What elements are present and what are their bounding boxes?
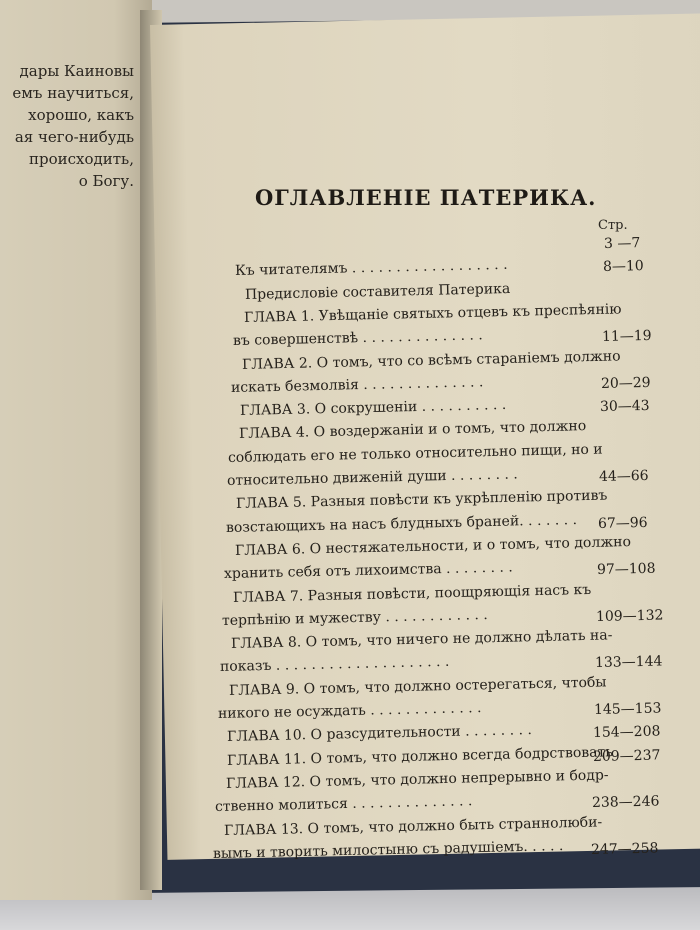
toc-page-number: 3 —7 bbox=[603, 235, 640, 252]
left-page-line: дары Каиновы bbox=[19, 62, 134, 80]
toc-page-number: 8—10 bbox=[602, 258, 644, 276]
toc-entry: относительно движеній души . . . . . . . . bbox=[227, 466, 519, 489]
toc-entry: ственно молиться . . . . . . . . . . . . . . bbox=[214, 793, 473, 816]
toc-entry: Предисловіе составителя Патерика bbox=[244, 280, 510, 303]
toc-entry: соблюдать его не только относительно пищи, но и bbox=[228, 441, 604, 466]
toc-entry: искать безмолвія . . . . . . . . . . . . . . bbox=[230, 374, 484, 396]
toc-page-number: 247—258 bbox=[590, 840, 659, 858]
toc-entry: ГЛАВА 4. О воздержаніи и о томъ, что должно bbox=[238, 418, 587, 443]
toc-entry: ГЛАВА 2. О томъ, что со всѣмъ стараніемъ должно bbox=[241, 347, 621, 373]
toc-page-number: 209—237 bbox=[592, 747, 661, 765]
toc-entry: Къ читателямъ . . . . . . . . . . . . . . . . . . bbox=[235, 257, 509, 280]
toc-entry: ГЛАВА 8. О томъ, что ничего не должно дѣлать на- bbox=[230, 627, 613, 653]
toc-entry: ГЛАВА 12. О томъ, что должно непрерывно и бодр- bbox=[225, 767, 609, 792]
toc-page-number: 11—19 bbox=[601, 328, 652, 346]
toc-page-number: 97—108 bbox=[596, 560, 656, 579]
toc-entry: въ совершенствѣ . . . . . . . . . . . . . . bbox=[232, 327, 483, 350]
toc-page-number: 109—132 bbox=[595, 607, 664, 625]
toc-entry: показъ . . . . . . . . . . . . . . . . . . . . bbox=[219, 654, 450, 676]
left-page-line: емъ научиться, bbox=[12, 84, 134, 102]
left-page-line: хорошо, какъ bbox=[28, 106, 134, 124]
toc-page-number: 133—144 bbox=[594, 653, 663, 672]
toc-page-number: 44—66 bbox=[598, 467, 649, 485]
toc-entry: ГЛАВА 6. О нестяжательности, и о томъ, что должно bbox=[234, 533, 631, 559]
toc-page-number: 67—96 bbox=[597, 514, 648, 532]
toc-entry: вымъ и творить милостыню съ радушіемъ. . . . . bbox=[212, 837, 564, 862]
toc-entry: ГЛАВА 1. Увѣщаніе святыхъ отцевъ къ преспѣянію bbox=[243, 301, 622, 326]
toc-entry: ГЛАВА 5. Разныя повѣсти къ укрѣпленію противъ bbox=[236, 487, 608, 513]
toc-entry: ГЛАВА 3. О сокрушеніи . . . . . . . . . . bbox=[239, 397, 507, 420]
page-column-header: Стр. bbox=[598, 218, 628, 233]
toc-entry: терпѣнію и мужеству . . . . . . . . . . . . bbox=[221, 606, 488, 629]
toc-page-number: 238—246 bbox=[591, 793, 660, 812]
left-page-line: о Богу. bbox=[78, 172, 134, 190]
toc-entry: возстающихъ на насъ блудныхъ браней. . . . . . . bbox=[225, 511, 577, 536]
contents-title: ОГЛАВЛЕНІЕ ПАТЕРИКА. bbox=[255, 185, 597, 210]
left-page-line: происходить, bbox=[29, 150, 134, 168]
toc-page-number: 30—43 bbox=[599, 397, 650, 416]
toc-page-number: 20—29 bbox=[600, 374, 651, 392]
toc-entry: хранить себя отъ лихоимства . . . . . . . . bbox=[223, 559, 513, 583]
toc-page-number: 145—153 bbox=[593, 700, 662, 718]
left-page-line: ая чего-нибудь bbox=[14, 128, 134, 146]
toc-entry: ГЛАВА 13. О томъ, что должно быть страннолюби- bbox=[223, 813, 603, 839]
toc-entry: ГЛАВА 11. О томъ, что должно всегда бодрствовать bbox=[226, 743, 613, 769]
toc-page-number: 154—208 bbox=[592, 723, 661, 742]
toc-entry: ГЛАВА 10. О разсудительности . . . . . . . . bbox=[227, 722, 533, 746]
toc-entry: ГЛАВА 7. Разныя повѣсти, поощряющія насъ къ bbox=[232, 581, 592, 606]
toc-entry: ГЛАВА 9. О томъ, что должно остерегаться, чтобы bbox=[229, 674, 607, 699]
toc-entry: никого не осуждать . . . . . . . . . . . . . bbox=[218, 700, 482, 722]
